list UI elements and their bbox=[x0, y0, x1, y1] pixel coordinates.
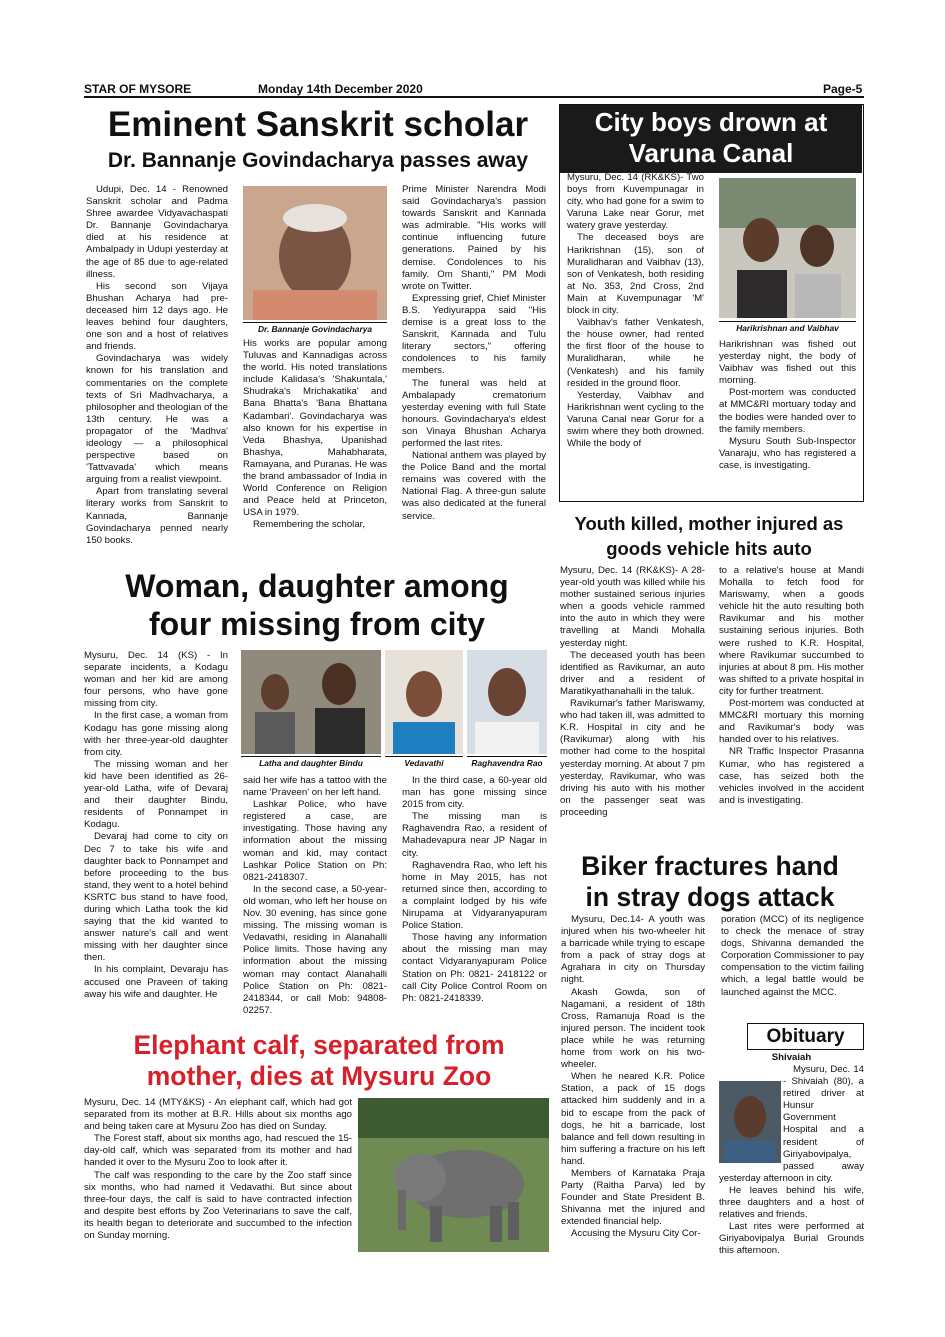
latha-photo bbox=[241, 650, 381, 754]
elephant-headline: Elephant calf, separated from mother, dies at Mysuru Zoo bbox=[133, 1030, 505, 1091]
boys-caption: Harikrishnan and Vaibhav bbox=[719, 321, 856, 333]
varuna-headline-line1: City boys drown at bbox=[594, 107, 828, 137]
issue-date: Monday 14th December 2020 bbox=[258, 82, 423, 96]
govindacharya-photo bbox=[243, 186, 387, 320]
portrait-image bbox=[243, 186, 387, 320]
varuna-headline-line2: Varuna Canal bbox=[628, 138, 794, 168]
latha-bindu-image bbox=[241, 650, 381, 754]
header-rule bbox=[84, 96, 864, 98]
sanskrit-subhead: Dr. Bannanje Govindacharya passes away bbox=[107, 149, 529, 172]
missing-col-1: Mysuru, Dec. 14 (KS) - In separate incidents, a Kodagu woman and her kid are among four persons, who have gone missing from city. In the first case, a woman from Kodagu has gone missing along with her three-year-old daughter from city. The missing woman and her kid have been identified as 26-year-old Latha, wife of Devaraj and their daughter Bindu, residents of Ponnampet in Kodagu. Devaraj had come to city on Dec 7 to take his wife and daughter back to Ponnampet and before proceeding to the bus stand, they went to a hotel behind KSRTC bus stand to have food, during which Latha took the kid saying that the kid wanted to answer nature's call and went missing with her daughter since then. In his complaint, Devaraju has accused one Praveen of taking away his wife and daughter. He bbox=[84, 650, 228, 1000]
vedavathi-caption: Vedavathi bbox=[385, 756, 463, 768]
sanskrit-headline: Eminent Sanskrit scholar bbox=[107, 105, 529, 144]
sanskrit-col-3: Prime Minister Narendra Modi said Govindacharya's passion towards Sanskrit and Kannada was admirable. "His works will continue influencing future generations. Pained by his demise. Condolences to his family. Om Shanti," PM Modi wrote on Twitter. Expressing grief, Chief Minister B.S. Yediyurappa said "His demise is a great loss to the Sanskrit, Kannada and Tulu literary sectors," offering condolences to his family members. The funeral was held at Ambalapady crematorium yesterday evening with full State honours. Govindacharya's eldest son Vinaya Bhushan Acharya performed the last rites. National anthem was played by the Police Band and the mortal remains was covered with the National Flag. A three-gun salute was also dedicated at the funeral service. bbox=[402, 184, 546, 522]
raghavendra-photo bbox=[467, 650, 547, 754]
boys-photo bbox=[719, 178, 856, 318]
latha-caption: Latha and daughter Bindu bbox=[241, 756, 381, 768]
elephant-body: Mysuru, Dec. 14 (MTY&KS) - An elephant calf, which had got separated from its mother at B.R. Hills about six months ago and being taken care at Mysuru Zoo has died on Sunday. The Forest staff, about six months ago, had rescued the 15-day-old calf, which was separated from its mother and had handed it over to the Mysuru Zoo to look after it. The calf was responding to the care by the Zoo staff since six months, who had named it Vedavathi. But since about three-four days, the calf is said to have contracted infection and despite best efforts by Zoo Veterinarians to save the calf, its health began to deteriorate and succumbed to the infection on Sunday morning. bbox=[84, 1097, 352, 1242]
youth-col-2: to a relative's house at Mandi Mohalla to fetch food for Mariswamy, when a goods vehicle hit the auto resulting both Ravikumar and his mother sustaining serious injuries. Both were rushed to K.R. Hospital, where Ravikumar succumbed to injuries at about 8 pm. His mother was shifted to a private hospital in city for further treatment. Post-mortem was conducted at MMC&RI mortuary this morning and Ravikumar's body was handed over to his relatives. NR Traffic Inspector Prasanna Kumar, who has registered a case, has seized both the vehicles involved in the accident and is investigating. bbox=[719, 565, 864, 806]
biker-headline: Biker fractures hand in stray dogs attack bbox=[581, 851, 839, 912]
vedavathi-photo bbox=[385, 650, 463, 754]
missing-col-3: In the third case, a 60-year old man has gone missing since 2015 from city. The missing man is Raghavendra Rao, a resident of Mahadevapura near JP Nagar in city. Raghavendra Rao, who left his home in May 2015, has not returned since then, according to a complaint lodged by his wife Nirupama at Vidyaranyapuram Police Station. Those having any information about the missing man may contact Vidyaranyapuram Police Station on Ph: 0821- 2418122 or call City Police Control Room on Ph: 0821-2418339. bbox=[402, 775, 547, 1004]
sanskrit-col-2: His works are popular among Tuluvas and Kannadigas across the world. His noted translations include Kalidasa's 'Shakuntala,' Shudraka's Mrichakatika' and Bana Bhatta's 'Bana Bhattana Kadambari'. Govindacharya was also known for his expertise in Veda Bhashya, Upanishad Bhashya, Mahabharata, Ramayana, and Puranas. He was the brand ambassador of India in World Conference on Religion and Peace held at Princeton, USA in 1979. Remembering the scholar, bbox=[243, 338, 387, 531]
obituary-name: Shivaiah bbox=[771, 1052, 812, 1063]
page-number: Page-5 bbox=[823, 82, 863, 96]
masthead: STAR OF MYSORE bbox=[84, 82, 192, 96]
biker-col-1: Mysuru, Dec.14- A youth was injured when his two-wheeler hit a barricade while trying to escape from a pack of stray dogs at Agrahara in city on Thursday night. Akash Gowda, son of Nagamani, a resident of 18th Cross, Ramanuja Road is the injured person. The incident took place while he was returning home from work on his two-wheeler. When he neared K.R. Police Station, a pack of 15 dogs attacked him suddenly and in a bid to escape from the pack of dogs, he hit a barricade, lost balance and fell down resulting in him suffering a fracture on his left hand. Members of Karnataka Praja Party (Raitha Parva) led by Founder and State President B. Shivanna met the injured and extended financial help. Accusing the Mysuru City Cor- bbox=[561, 914, 705, 1240]
elephant-calf-image bbox=[358, 1098, 549, 1252]
missing-headline: Woman, daughter among four missing from city bbox=[125, 568, 509, 642]
raghavendra-caption: Raghavendra Rao bbox=[467, 756, 547, 768]
govindacharya-caption: Dr. Bannanje Govindacharya bbox=[243, 322, 387, 334]
obituary-body: Mysuru, Dec. 14 - Shivaiah (80), a retired driver at Hunsur Government Hospital and a resident of Giriyabovipalya, passed away yesterday afternoon in city. He leaves behind his wife, three daughters and a host of relatives and friends. Last rites were performed at Giriyabovipalya Burial Grounds this afternoon. bbox=[719, 1064, 864, 1257]
youth-col-1: Mysuru, Dec. 14 (RK&KS)- A 28-year-old youth was killed while his mother sustained serious injuries when a goods vehicle rammed into the auto in which they were travelling at Mandi Mohalla yesterday night. The deceased youth has been identified as Ravikumar, an auto driver and a resident of Maratikyathanahalli in the taluk. Ravikumar's father Mariswamy, who had taken ill, was admitted to K.R. Hospital in city and he (Ravikumar) along with his mother had come to the hospital yesterday morning. At about 7 pm yesterday, Ravikumar, who was driving his auto with his mother on the passenger seat was proceeding bbox=[560, 565, 705, 818]
varuna-col-1: Mysuru, Dec. 14 (RK&KS)- Two boys from Kuvempunagar in city, who had gone for a swim to Varuna Lake near Gorur, met watery grave yesterday. The deceased boys are Harikrishnan (15), son of Muralidharan and Vaibhav (13), son of Venkatesh, both residing at No. 353, 2nd Cross, 2nd Main at Kuvempunagar 'M' block in city. Vaibhav's father Venkatesh, the house owner, had rented the first floor of the house to Muralidharan, while he (Venkatesh) and his family resided in the ground floor. Yesterday, Vaibhav and Harikrishnan went cycling to the Varuna Canal near Gorur for a swim where they both drowned. While the body of bbox=[567, 172, 704, 450]
raghavendra-image bbox=[467, 650, 547, 754]
sanskrit-col-1: Udupi, Dec. 14 - Renowned Sanskrit scholar and Padma Shree awardee Vidyavachaspati Dr. Bannanje Govindacharya died at his residence at Ambalpady in Udupi yesterday at the age of 85 due to age-related illness. His second son Vijaya Bhushan Acharya had pre-deceased him 12 days ago. He leaves behind four daughters, one son and a host of relatives and friends. Govindacharya was widely known for his translation and commentaries on the complete texts of Sri Madhvacharya, a philosopher and theologian of the 13th century. He was a propagator of the 'Madhva' ideology — a philosophical perspective based on 'Tattvavada' which means arguing from a realist viewpoint. Apart from translating several literary works from Sanskrit to Kannada, Bannanje Govindacharya penned nearly 150 books. bbox=[86, 184, 228, 546]
varuna-col-2: Harikrishnan was fished out yesterday night, the body of Vaibhav was fished out this morning. Post-mortem was conducted at MMC&RI mortuary today and the bodies were handed over to the family members. Mysuru South Sub-Inspector Vanaraju, who has registered a case, is investigating. bbox=[719, 339, 856, 471]
biker-col-2: poration (MCC) of its negligence to check the menace of stray dogs, Shivanna demanded the Corporation Commissioner to pay compensation to the victim failing which, a legal battle would be launched against the MCC. bbox=[721, 914, 864, 998]
boys-image bbox=[719, 178, 856, 318]
elephant-photo bbox=[358, 1098, 549, 1252]
varuna-headline-box bbox=[560, 105, 862, 173]
vedavathi-image bbox=[385, 650, 463, 754]
youth-headline: Youth killed, mother injured as goods vehicle hits auto bbox=[574, 513, 844, 559]
obituary-title: Obituary bbox=[747, 1023, 864, 1050]
missing-col-2: said her wife has a tattoo with the name 'Praveen' on her left hand. Lashkar Police, who have registered a case, are investigating. Those having any information about the missing woman and kid, may contact Lashkar Police Station on Ph: 0821-2418307. In the second case, a 50-year-old woman, who left her house on Nov. 30 evening, has since gone missing. The missing woman is Vedavathi, residing in Alanahalli Police limits. Those having any information about the missing woman may contact Alanahalli Police Station on Ph: 0821-2418344, or call Mob: 94808-02257. bbox=[243, 775, 387, 1016]
